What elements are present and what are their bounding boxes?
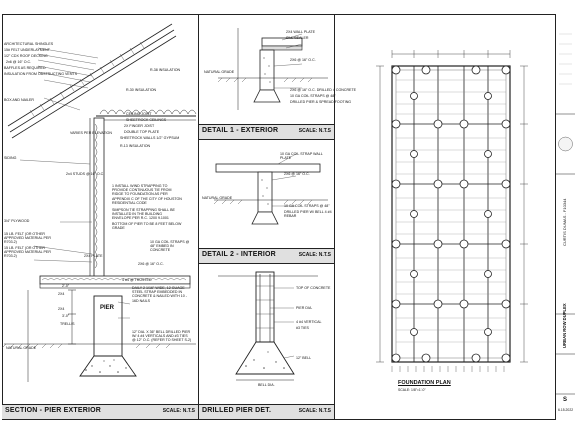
note-coil-straps: 10 GA COIL STRAPS @ 48" EMBED IN CONCRETE [150,240,190,253]
detail1-scale: SCALE: N.T.S [298,128,331,134]
note-felt-2: 15 LB. FELT (OR OTHER APPROVED MATERIAL PER R703.2) [4,246,51,259]
note-ceiling-joist: CEILING JOIST [126,112,152,116]
d1-coil-straps: 10 GA COIL STRAPS @ 48" [290,94,336,98]
dp-ties: #3 TIES [296,326,309,330]
dim-3ft: 3'-0" [62,314,70,318]
note-r13: R-13 INSULATION [120,144,151,148]
note-box-nailer: BOX AND NAILER [4,98,34,102]
note-vents: INSULATION FROM OBSTRUCTING VENTS [4,72,78,76]
drilled-scale: SCALE: N.T.S [298,408,331,414]
title-block [555,14,575,418]
detail2-title: DETAIL 2 - INTERIOR [202,251,276,258]
note-felt-1: 15 LB. FELT (OR OTHER APPROVED MATERIAL PER R703.2) [4,232,51,245]
note-trellis: TRELLIS [60,322,75,326]
note-wind-strapping: 1 INSTALL WIND STRAPPING TO PROVIDE CONTINUOUS TIE FROM RIDGE TO FOUNDATION AS PER APPENDIX C OF THE CITY OF HOUSTON RESIDENTIAL CODE [112,184,182,205]
section-title: SECTION - PIER EXTERIOR [5,407,101,414]
dp-pier-dia: PIER DIA. [296,306,313,310]
note-plate: 2X4 PLATE [84,254,103,258]
drilled-title-bar [199,404,334,420]
note-bell-pier: 12" DIA. X 36" BELL DRILLED PIER W/ 4 #4 VERTICALS AND #3 TIES @ 12" O.C. (REFER TO SHEET S-2) [132,330,192,343]
note-r38: R-38 INSULATION [150,68,181,72]
dp-bell-dia: BELL DIA. [258,383,275,387]
note-siding: SIDING [4,156,17,160]
note-natural-grade: NATURAL GRADE [6,346,37,350]
note-r30: R-30 INSULATION [126,88,157,92]
detail1-title-bar [199,124,334,140]
note-shingles: ARCHITECTURAL SHINGLES [4,42,54,46]
note-top-plate: DOUBLE TOP PLATE [124,130,160,134]
note-sheetrock-ceilings: SHEETROCK CEILINGS [126,118,167,122]
note-felt: 15# FELT UNDERLAYMENT [4,48,50,52]
section-scale: SCALE: N.T.S [162,408,195,414]
d1-pier-footing: DRILLED PIER & SPREAD FOOTING [290,100,352,104]
d2-2x6: 2X6 @ 16" O.C. [284,172,310,176]
note-sheetrock-walls: SHEETROCK WALLS 1/2" GYPSUM [120,136,180,140]
d1-sill-sealer: SILL SEALER [286,36,309,40]
note-rebar-trusted: 4 #4 @ TRUSTED [122,278,152,282]
dim-2x4-a: 2X4 [58,292,65,296]
d1-natural-grade: NATURAL GRADE [204,70,235,74]
plan-scale: SCALE: 1/8"=1'-0" [398,388,426,392]
section-title-bar [2,404,198,420]
detail1-title: DETAIL 1 - EXTERIOR [202,127,279,134]
tb-sheet: S [563,397,568,403]
note-plywood: 3/4" PLYWOOD [4,219,30,223]
note-rafters: 2x6 @ 16" O.C. [6,60,32,64]
d1-2x6: 2X6 @ 16" O.C. [290,58,316,62]
note-2x6: 2X6 @ 16" O.C. [138,262,164,266]
d2-pier-rebar: DRILLED PIER W/ BELL 4 #4 REBAR [284,210,332,219]
note-baffles: BAFFLES AS REQUIRED [4,66,46,70]
detail2-scale: SCALE: N.T.S [298,252,331,258]
tb-client: CURTIS DUMAS - F10344 [562,198,567,246]
d2-natural-grade: NATURAL GRADE [202,196,233,200]
dp-vertical: 4 #4 VERTICAL [296,320,322,324]
plan-title: FOUNDATION PLAN [398,380,451,386]
d1-wall-plate: 2X4 WALL PLATE [286,30,316,34]
note-bottom-pier: BOTTOM OF PIER TO BE 8 FEET BELOW GRADE [112,222,182,231]
note-simpson: SIMPSON TIE STRAPPING SHALL BE INSTALLED IN THE BUILDING ENVELOPE PER R.C. 1200 9.1001 [112,208,175,221]
note-studs: 2x4 STUDS @ 16" O.C. [66,172,105,176]
detail2-title-bar [199,248,334,264]
pier-label: PIER [100,305,115,311]
dim-2ft: 2'-0" [62,284,70,288]
dp-top-concrete: TOP OF CONCRETE [296,286,331,290]
note-steel-strap: DAILY 2 1/16" WIDE, 12 GUAGE STEEL STRAP EMBEDDED IN CONCRETE & NAILED WITH 10 - 16D NAILS [132,286,187,303]
note-decking: 1/2" CDX ROOF DECKING [4,54,48,58]
d1-drilled-2x6: 2X6 @ 16" O.C. DRILLED 4 CONCRETE [290,88,357,92]
dim-2x4-b: 2X4 [58,307,65,311]
tb-project: URBAN ROW DUPLEX [562,303,567,348]
d2-coil-straps: 10 GA COIL STRAPS @ 48" [284,204,330,208]
d2-coil-strap: 10 GA COIL STRAP WALL PLATE [280,152,323,161]
dp-bell: 12" BELL [296,356,312,360]
foundation-plan-drawing [334,14,554,394]
note-finger-joist: 2X FINGER JOIST [124,124,155,128]
drilled-title: DRILLED PIER DET. [202,407,272,414]
note-varies: VARIES PER ELEVATION [70,131,112,135]
tb-date: 6.15.2022 [558,408,574,412]
